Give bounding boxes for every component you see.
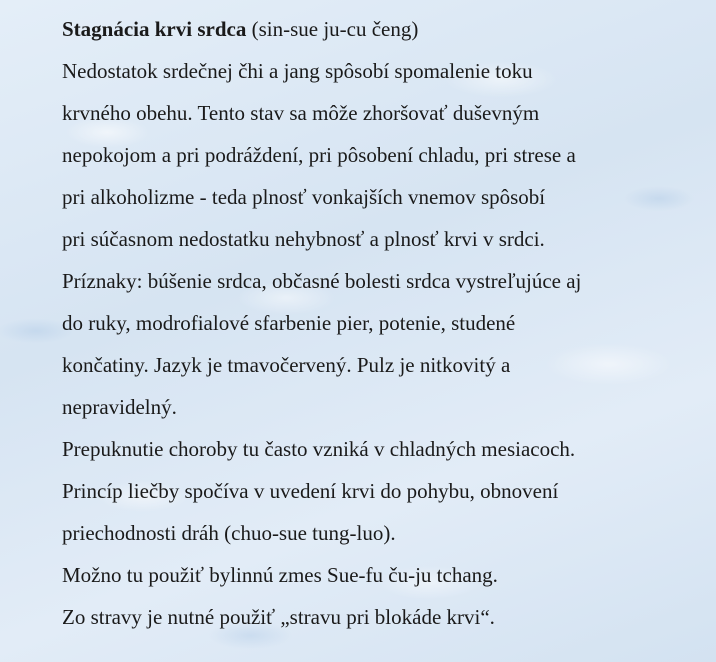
text-line-12: priechodnosti dráh (chuo-sue tung-luo). <box>62 521 396 545</box>
text-line-7: do ruky, modrofialové sfarbenie pier, potenie, studené <box>62 311 516 335</box>
text-line-4: pri alkoholizme - teda plnosť vonkajších vnemov spôsobí <box>62 185 546 209</box>
text-line-9: nepravidelný. <box>62 395 177 419</box>
text-line-6: Príznaky: búšenie srdca, občasné bolesti srdca vystreľujúce aj <box>62 269 582 293</box>
title-line <box>62 13 702 55</box>
text-line-5: pri súčasnom nedostatku nehybnosť a plnosť krvi v srdci. <box>62 227 545 251</box>
text-line-13: Možno tu použiť bylinnú zmes Sue-fu ču-ju tchang. <box>62 563 498 587</box>
document-title: Stagnácia krvi srdca <box>62 17 247 41</box>
text-line-3: nepokojom a pri podráždení, pri pôsobení chladu, pri strese a <box>62 143 576 167</box>
document-text <box>62 13 702 643</box>
text-line-10: Prepuknutie choroby tu často vzniká v chladných mesiacoch. <box>62 437 576 461</box>
document-title-transliteration: (sin-sue ju-cu čeng) <box>246 17 419 41</box>
text-line-8: končatiny. Jazyk je tmavočervený. Pulz je nitkovitý a <box>62 353 511 377</box>
text-line-2: krvného obehu. Tento stav sa môže zhoršovať duševným <box>62 101 540 125</box>
text-line-14: Zo stravy je nutné použiť „stravu pri blokáde krvi“. <box>62 605 495 629</box>
text-line-1: Nedostatok srdečnej čhi a jang spôsobí spomalenie toku <box>62 59 533 83</box>
text-line-11: Princíp liečby spočíva v uvedení krvi do pohybu, obnovení <box>62 479 559 503</box>
